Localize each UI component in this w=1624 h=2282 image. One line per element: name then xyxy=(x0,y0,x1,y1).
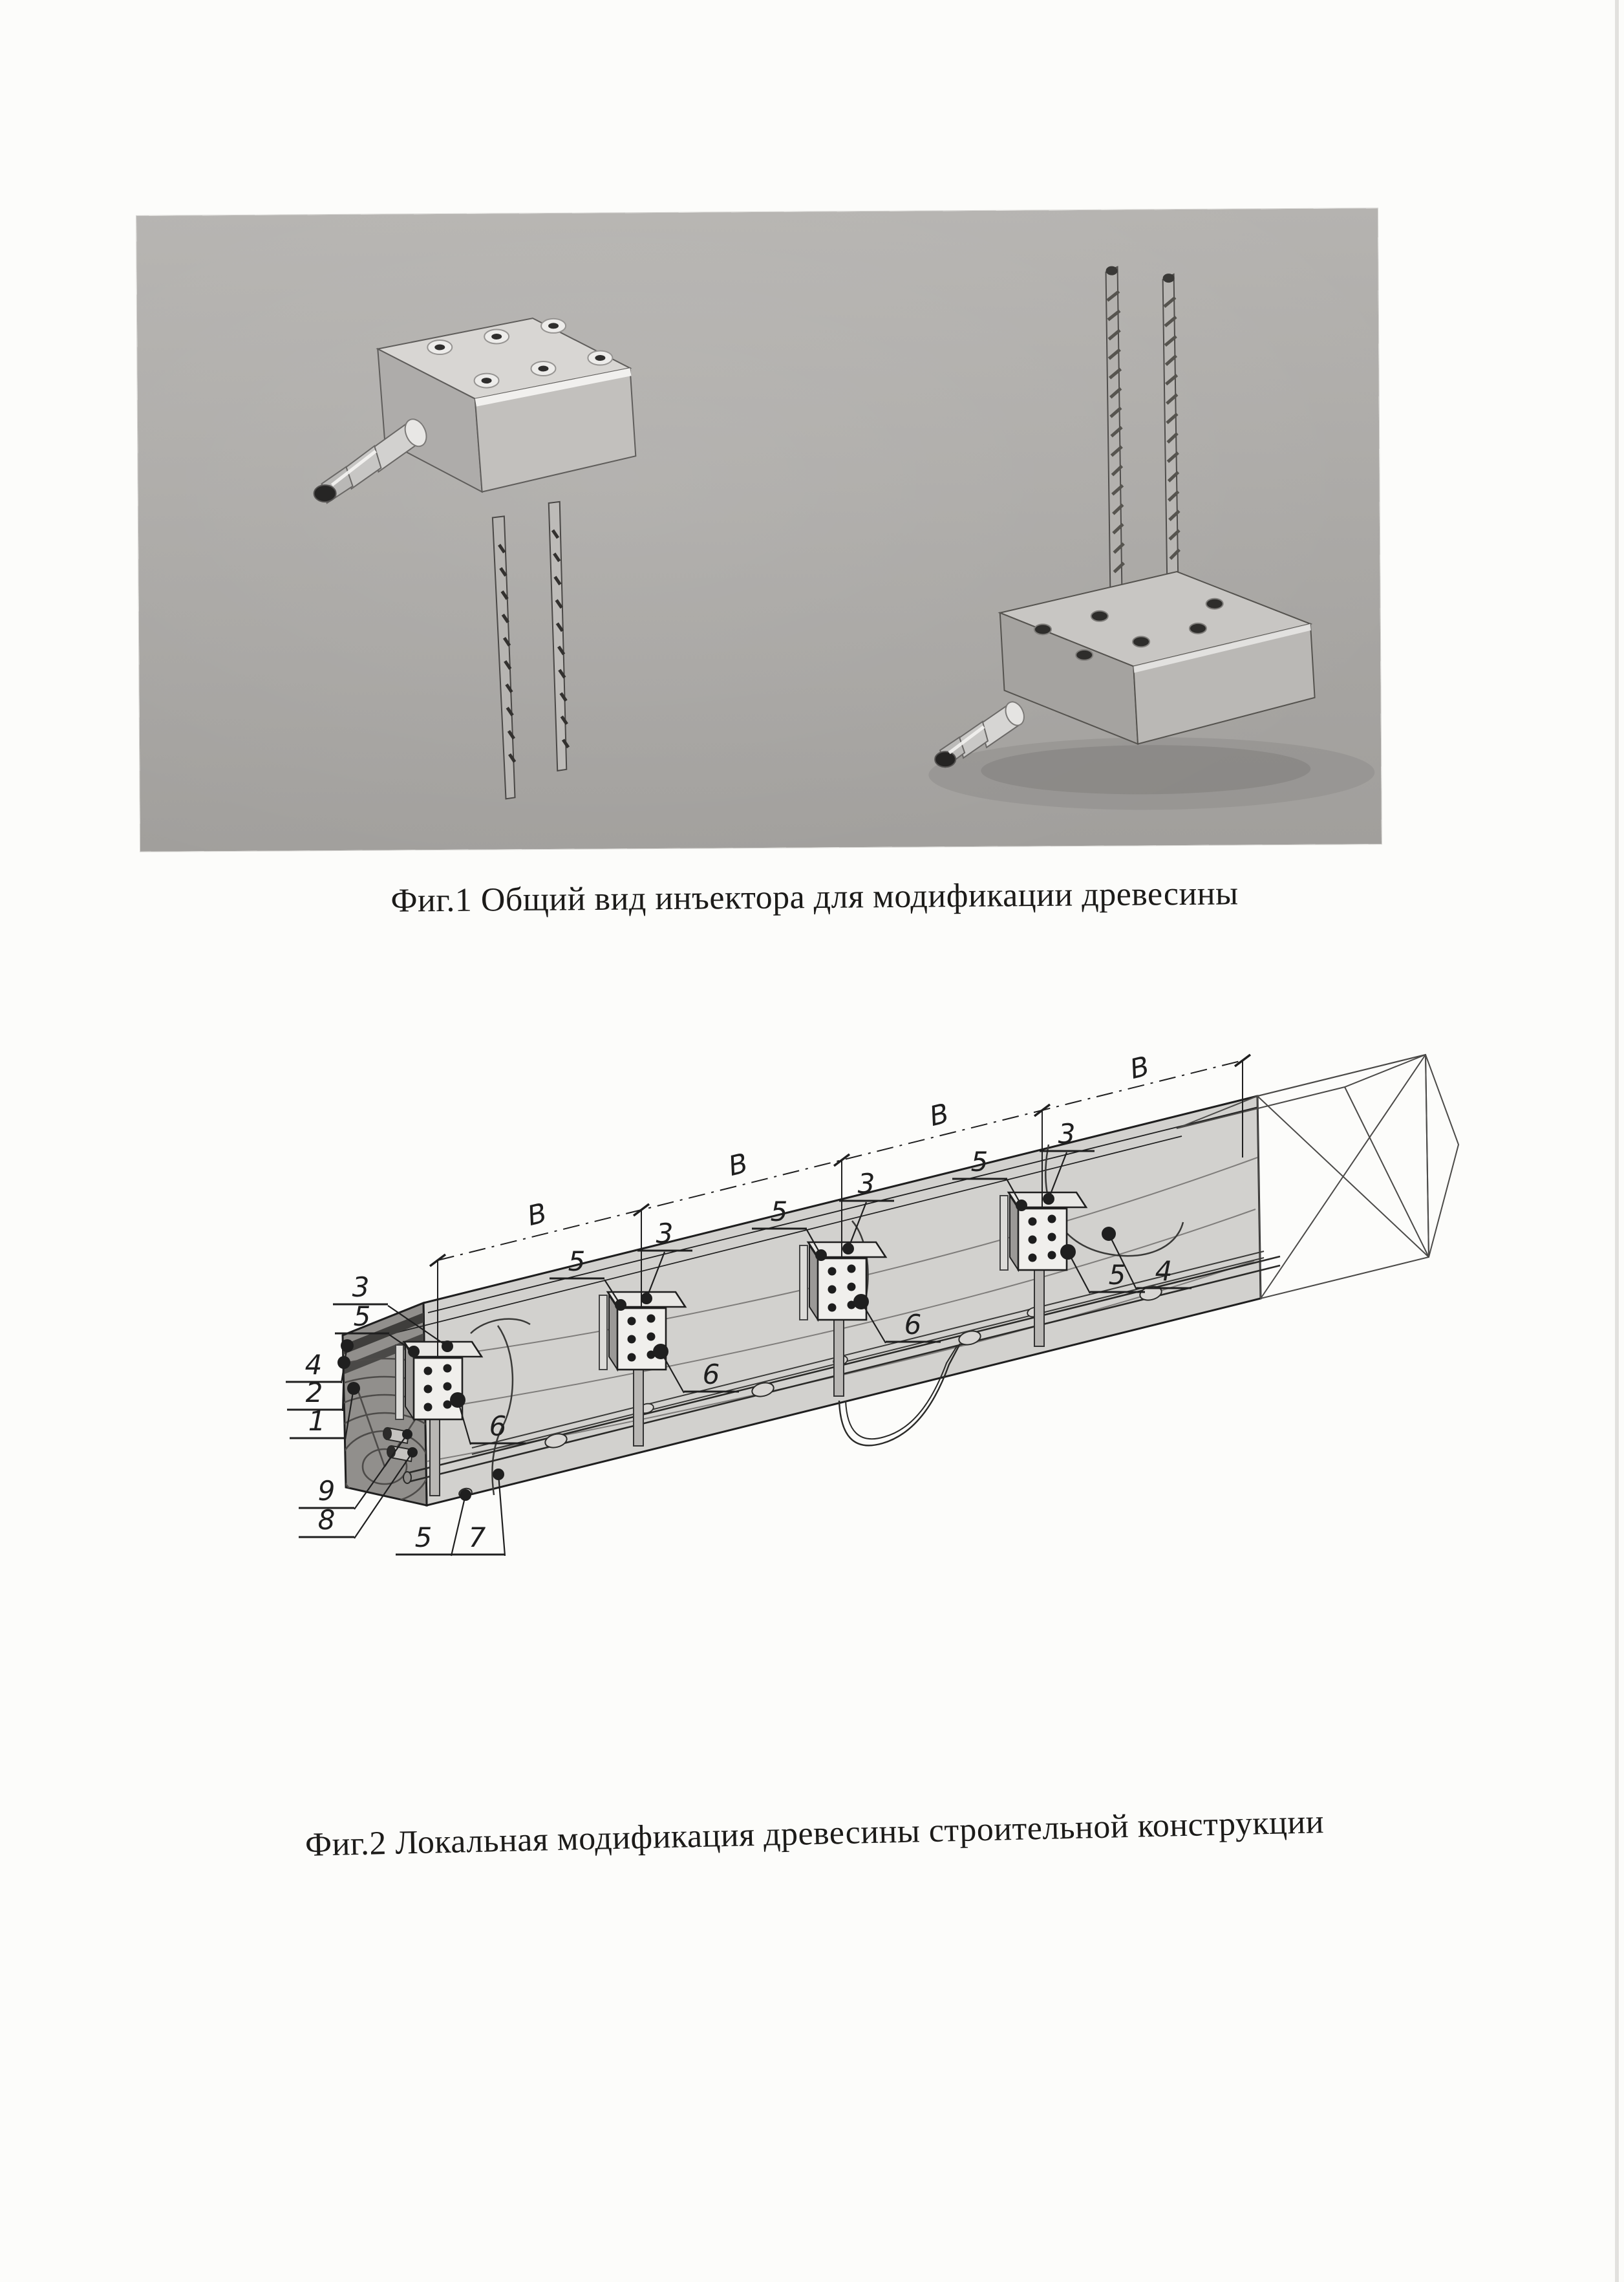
block-hole xyxy=(628,1353,636,1362)
routed-slot xyxy=(834,1320,844,1396)
callout-number: 5 xyxy=(1108,1259,1126,1291)
callout-number: 5 xyxy=(970,1146,988,1178)
callout-number: 5 xyxy=(414,1522,433,1553)
callout-number: 5 xyxy=(770,1196,788,1227)
figure2-svg xyxy=(194,1048,1461,1798)
block-hole xyxy=(848,1265,856,1273)
callout-number: 9 xyxy=(317,1475,336,1507)
block-hole xyxy=(424,1367,433,1375)
callout-dot xyxy=(407,1447,418,1458)
callout-number: 6 xyxy=(489,1410,507,1442)
dimension-label: В xyxy=(524,1196,550,1232)
callout-number: 3 xyxy=(352,1271,370,1303)
block-hole xyxy=(1029,1236,1037,1244)
pipe-end-cap xyxy=(403,1472,411,1483)
block-hole xyxy=(647,1315,656,1323)
callout-dot xyxy=(402,1429,412,1439)
dimension-label: В xyxy=(926,1097,952,1133)
callout-number: 3 xyxy=(857,1168,875,1200)
mount-groove xyxy=(396,1345,403,1419)
block-hole xyxy=(828,1286,837,1294)
block-hole xyxy=(848,1283,856,1291)
callout-number: 4 xyxy=(1155,1255,1173,1287)
callout-dot xyxy=(842,1243,854,1254)
block-hole xyxy=(1029,1254,1037,1262)
figure2-diagram xyxy=(194,1048,1461,1798)
callout-dot xyxy=(653,1344,668,1359)
callout-dot xyxy=(853,1294,869,1309)
routed-slot xyxy=(1034,1270,1044,1346)
mount-groove xyxy=(1000,1196,1008,1270)
callout-number: 6 xyxy=(904,1309,922,1340)
callout-number: 4 xyxy=(304,1349,323,1381)
block-hole xyxy=(828,1267,837,1276)
figure1-photo xyxy=(136,208,1382,852)
figure1-photo-svg xyxy=(136,208,1382,852)
callout-dot xyxy=(347,1382,360,1395)
callout-dot xyxy=(493,1469,504,1480)
callout-dot xyxy=(641,1293,652,1304)
callout-number: 8 xyxy=(317,1504,336,1536)
callout-number: 3 xyxy=(1058,1118,1076,1150)
block-hole xyxy=(443,1383,452,1391)
block-hole xyxy=(647,1333,656,1341)
callout-dot xyxy=(460,1489,471,1501)
block-front xyxy=(617,1308,666,1370)
block-hole xyxy=(424,1385,433,1394)
callout-leader xyxy=(451,1495,465,1556)
routed-slot xyxy=(430,1419,440,1496)
figure1-caption: Фиг.1 Общий вид инъектора для модификации древесины xyxy=(390,875,1239,920)
block-front xyxy=(1018,1209,1067,1270)
block-hole xyxy=(424,1403,433,1412)
dimension-label: В xyxy=(725,1146,751,1183)
callout-dot xyxy=(1102,1227,1116,1241)
block-front xyxy=(818,1258,866,1320)
figure2-caption: Фиг.2 Локальная модификация древесины строительной конструкции xyxy=(304,1803,1325,1864)
callout-number: 5 xyxy=(353,1300,371,1332)
callout-dot xyxy=(408,1346,420,1357)
block-hole xyxy=(628,1317,636,1326)
callout-dot xyxy=(337,1356,350,1369)
callout-number: 1 xyxy=(308,1405,326,1437)
callout-dot xyxy=(450,1392,465,1408)
callout-dot xyxy=(1060,1244,1076,1260)
block-front xyxy=(414,1358,462,1419)
block-hole xyxy=(443,1364,452,1373)
callout-number: 6 xyxy=(702,1359,720,1390)
callout-number: 3 xyxy=(656,1218,674,1249)
mount-groove xyxy=(599,1295,607,1370)
block-hole xyxy=(1048,1233,1056,1242)
callout-dot xyxy=(1043,1193,1054,1205)
block-hole xyxy=(628,1335,636,1344)
page-scan-edge xyxy=(1615,0,1619,2282)
block-hole xyxy=(1048,1251,1056,1260)
callout-number: 2 xyxy=(305,1377,323,1408)
mount-groove xyxy=(800,1245,807,1320)
callout-dot xyxy=(1016,1200,1027,1211)
callout-dot xyxy=(615,1299,626,1311)
callout-dot xyxy=(815,1249,827,1261)
block-hole xyxy=(1048,1215,1056,1223)
block-hole xyxy=(828,1304,837,1312)
callout-number: 7 xyxy=(468,1522,486,1553)
routed-slot xyxy=(634,1370,643,1446)
block-hole xyxy=(1029,1218,1037,1226)
callout-dot xyxy=(442,1340,453,1352)
callout-dot xyxy=(341,1339,354,1352)
callout-number: 5 xyxy=(568,1245,586,1277)
dimension-label: В xyxy=(1126,1050,1153,1086)
